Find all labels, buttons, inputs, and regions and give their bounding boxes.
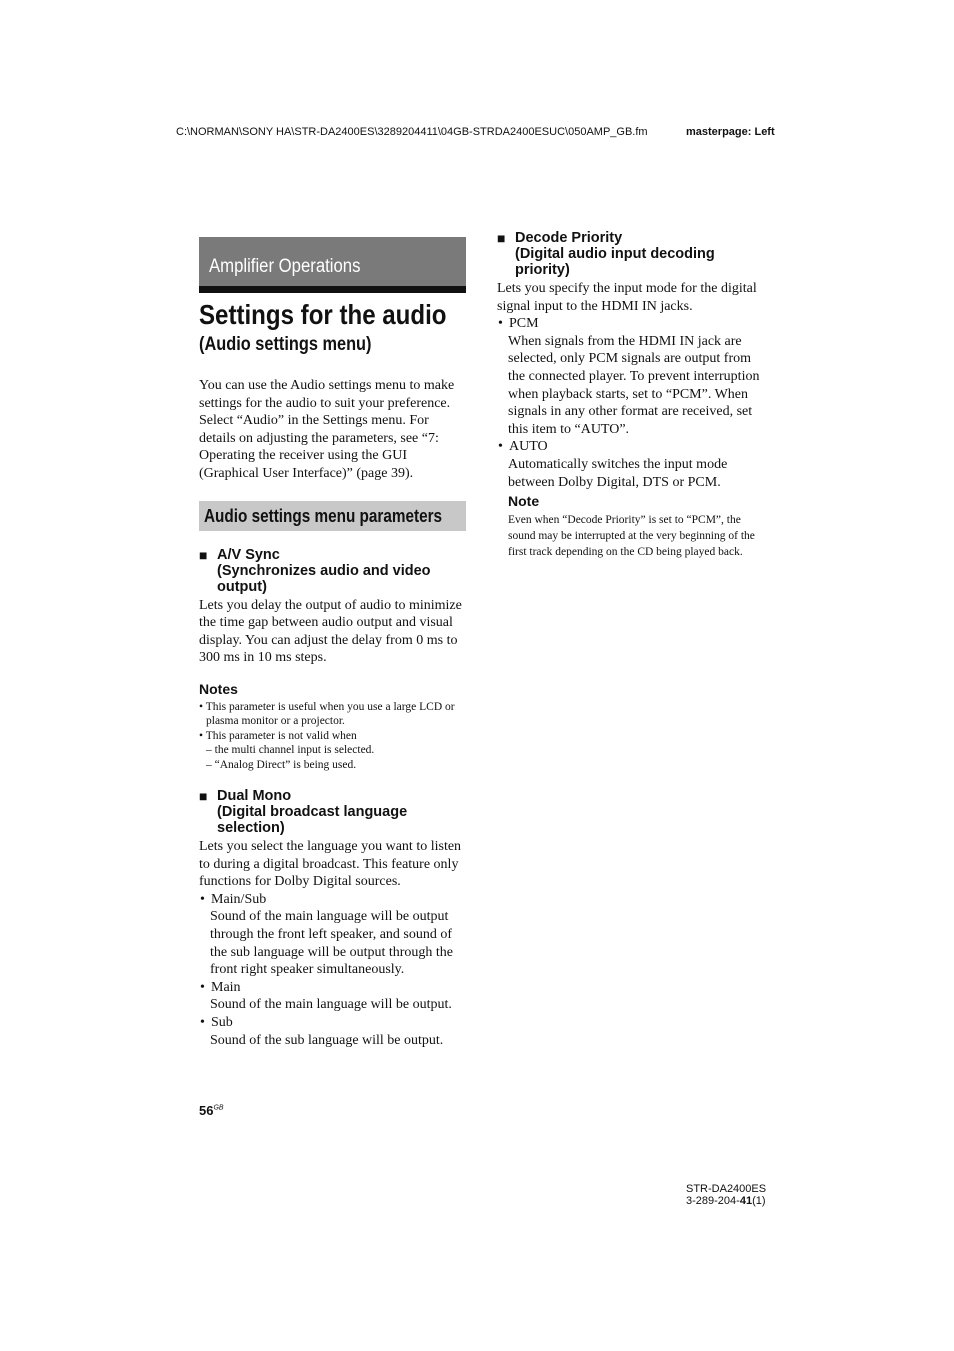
list-item <box>199 1014 466 1032</box>
page-number <box>199 1103 224 1118</box>
document-code <box>686 1195 766 1207</box>
bullet-icon: • <box>200 979 205 995</box>
option-description: Sound of the sub language will be output. <box>210 1032 444 1048</box>
page-number-value: 56 <box>199 1103 214 1118</box>
left-column <box>199 237 466 1049</box>
model-footer <box>686 1183 766 1207</box>
page-title: Settings for the audio <box>199 299 447 330</box>
square-bullet-icon: ■ <box>199 546 208 563</box>
dual-mono-title-line2: (Digital broadcast language <box>217 803 408 820</box>
decode-priority-title-line3: priority) <box>515 262 570 278</box>
section-banner <box>199 237 466 293</box>
decode-priority-options <box>497 315 765 491</box>
parameters-heading-banner <box>199 501 466 531</box>
option-label: Main/Sub <box>211 891 267 907</box>
dual-mono-body: Lets you select the language you want to listen to during a digital broadcast. This feature only functions for Dolby Digital sources. <box>199 838 462 890</box>
decode-priority-title-line2: (Digital audio input decoding <box>515 246 715 262</box>
document-code-bold: 41 <box>739 1195 753 1207</box>
square-bullet-icon: ■ <box>199 787 208 804</box>
av-sync-note-2-sub-2: – “Analog Direct” is being used. <box>206 758 357 771</box>
list-item <box>497 438 765 456</box>
document-code-prefix: 3-289-204- <box>686 1195 740 1207</box>
decode-priority-body: Lets you specify the input mode for the digital signal input to the HDMI IN jacks. <box>497 281 757 314</box>
decode-priority-heading <box>497 230 765 278</box>
bullet-icon: • <box>498 316 503 332</box>
av-sync-heading <box>199 547 466 595</box>
parameters-heading: Audio settings menu parameters <box>204 505 443 526</box>
decode-priority-note-text: Even when “Decode Priority” is set to “PCM”, the sound may be interrupted at the very beginning of the first track depending on the CD being played back. <box>508 514 755 559</box>
decode-priority-note-heading: Note <box>508 493 540 510</box>
option-description: When signals from the HDMI IN jack are selected, only PCM signals are output from the connected player. To prevent interruption when playback starts, set to “PCM”. When signals in any other format are received, set this item to “AUTO”. <box>508 333 760 437</box>
list-item <box>199 891 466 909</box>
right-column <box>497 230 765 560</box>
bullet-icon: • <box>200 891 205 907</box>
file-path-header: C:\NORMAN\SONY HA\STR-DA2400ES\3289204411\04GB-STRDA2400ESUC\050AMP_GB.fm <box>176 126 648 138</box>
decode-priority-title: Decode Priority <box>515 230 623 246</box>
option-description: Automatically switches the input mode between Dolby Digital, DTS or PCM. <box>508 456 728 490</box>
section-title: Amplifier Operations <box>209 256 361 277</box>
dual-mono-title-line3: selection) <box>217 819 285 836</box>
dual-mono-options <box>199 891 466 1049</box>
list-item <box>199 979 466 997</box>
document-code-suffix: (1) <box>752 1195 766 1207</box>
list-item <box>497 315 765 333</box>
option-label: Main <box>211 979 241 995</box>
bullet-icon: • <box>200 1014 205 1030</box>
av-sync-title-line3: output) <box>217 578 267 595</box>
option-label: AUTO <box>509 439 548 455</box>
av-sync-body: Lets you delay the output of audio to minimize the time gap between audio output and visual display. You can adjust the delay from 0 ms to 300 ms in 10 ms steps. <box>199 597 462 666</box>
option-description: Sound of the main language will be output through the front left speaker, and sound of the sub language will be output through the front right speaker simultaneously. <box>210 909 454 978</box>
masterpage-label: masterpage: Left <box>686 126 775 138</box>
page-number-suffix: GB <box>213 1104 224 1112</box>
dual-mono-heading <box>199 788 466 836</box>
option-label: PCM <box>509 316 539 332</box>
av-sync-title-line2: (Synchronizes audio and video <box>217 562 431 579</box>
av-sync-title: A/V Sync <box>217 546 280 563</box>
av-sync-note-2-sub-1: – the multi channel input is selected. <box>206 744 375 757</box>
av-sync-notes-heading: Notes <box>199 680 238 697</box>
decode-priority-note <box>497 493 765 560</box>
av-sync-note-1: • This parameter is useful when you use a large LCD or plasma monitor or a projector. <box>199 700 455 728</box>
intro-paragraph: You can use the Audio settings menu to make settings for the audio to suit your preference. Select “Audio” in the Settings menu. For details on adjusting the parameters, see “7: Operating the receiver using the GUI (Graphical User Interface)” (page 39). <box>199 378 455 481</box>
option-description: Sound of the main language will be output. <box>210 997 452 1013</box>
option-label: Sub <box>211 1014 233 1030</box>
square-bullet-icon: ■ <box>497 230 506 246</box>
model-name: STR-DA2400ES <box>686 1183 767 1195</box>
av-sync-note-2: • This parameter is not valid when <box>199 729 357 742</box>
bullet-icon: • <box>498 439 503 455</box>
page-subtitle: (Audio settings menu) <box>199 334 372 355</box>
dual-mono-title: Dual Mono <box>217 787 292 804</box>
